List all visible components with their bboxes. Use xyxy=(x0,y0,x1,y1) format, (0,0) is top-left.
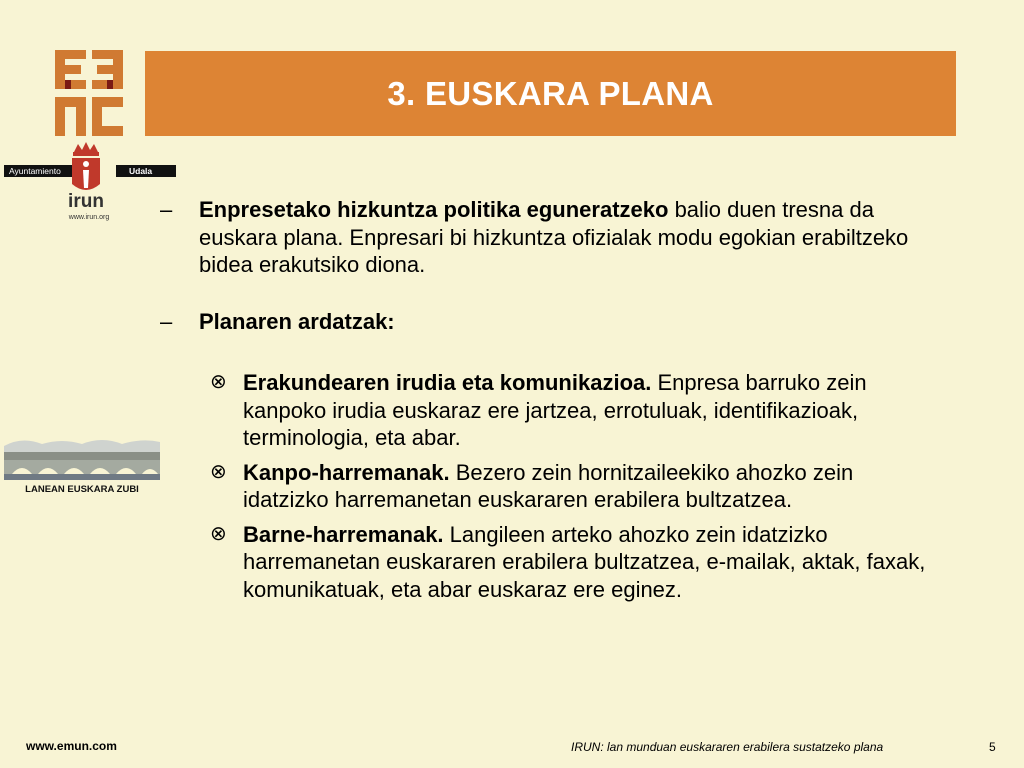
title-bar xyxy=(145,51,956,136)
bridge-caption: LANEAN EUSKARA ZUBI xyxy=(25,484,139,495)
dash-marker: – xyxy=(160,197,173,222)
footer-website: www.emun.com xyxy=(26,739,117,753)
sub-bullet-bold: Erakundearen irudia eta komunikazioa. xyxy=(243,370,652,395)
irun-right-label: Udala xyxy=(129,166,153,176)
sub-bullet-bold: Barne-harremanak. xyxy=(243,521,444,547)
sub-bullet-rest: Bezero zein hornitzaileekiko ahozko zein idatzizko harremanetan euskararen erabilera bultzatzea. xyxy=(243,459,854,512)
circled-x-icon: ⊗ xyxy=(210,522,227,545)
bullet-text xyxy=(199,308,919,336)
sub-bullet-item xyxy=(210,459,950,514)
emun-logo-graphic xyxy=(55,50,123,136)
dash-marker: – xyxy=(160,308,173,334)
bullet-rest: balio duen tresna da euskara plana. Enpresari bi hizkuntza ofizialak modu egokian erabiltzeko bidea erakutsiko diona. xyxy=(199,197,909,277)
slide-content xyxy=(160,196,950,603)
page-number: 5 xyxy=(989,740,996,754)
irun-emblem-icon xyxy=(4,140,176,226)
bullet-bold: Planaren ardatzak: xyxy=(199,308,395,334)
sub-bullet-text xyxy=(243,459,943,514)
irun-name: irun xyxy=(68,191,104,212)
sub-bullet-rest: Enpresa barruko zein kanpoko irudia euskaraz ere jartzea, errotuluak, identifikazioak, terminologia, eta abar. xyxy=(243,370,867,450)
irun-logo xyxy=(4,140,176,226)
sub-bullet-bold: Kanpo-harremanak. xyxy=(243,459,450,485)
bullet-item xyxy=(160,196,950,279)
footer-caption: IRUN: lan munduan euskararen erabilera sustatzeko plana xyxy=(571,740,884,754)
bridge-icon xyxy=(2,432,162,498)
bullet-item xyxy=(160,308,950,336)
sub-bullet-item xyxy=(210,369,950,452)
emun-logo xyxy=(55,50,123,136)
sub-bullet-text xyxy=(243,521,943,604)
irun-url: www.irun.org xyxy=(68,214,110,221)
page-title: 3. EUSKARA PLANA xyxy=(387,74,714,112)
circled-x-icon: ⊗ xyxy=(210,371,227,393)
sub-bullet-item xyxy=(210,521,950,604)
sub-bullet-rest: Langileen arteko ahozko zein idatzizko harremanetan euskararen erabilera bultzatzea, e-mailak, aktak, faxak, komunikatuak, eta abar euskaraz ere eginez. xyxy=(243,521,926,602)
circled-x-icon: ⊗ xyxy=(210,460,227,483)
bridge-logo xyxy=(2,432,162,498)
sub-bullet-text xyxy=(243,369,943,452)
bullet-text xyxy=(199,196,919,279)
irun-left-label: Ayuntamiento xyxy=(9,166,61,176)
bullet-bold: Enpresetako hizkuntza politika eguneratzeko xyxy=(199,197,669,222)
